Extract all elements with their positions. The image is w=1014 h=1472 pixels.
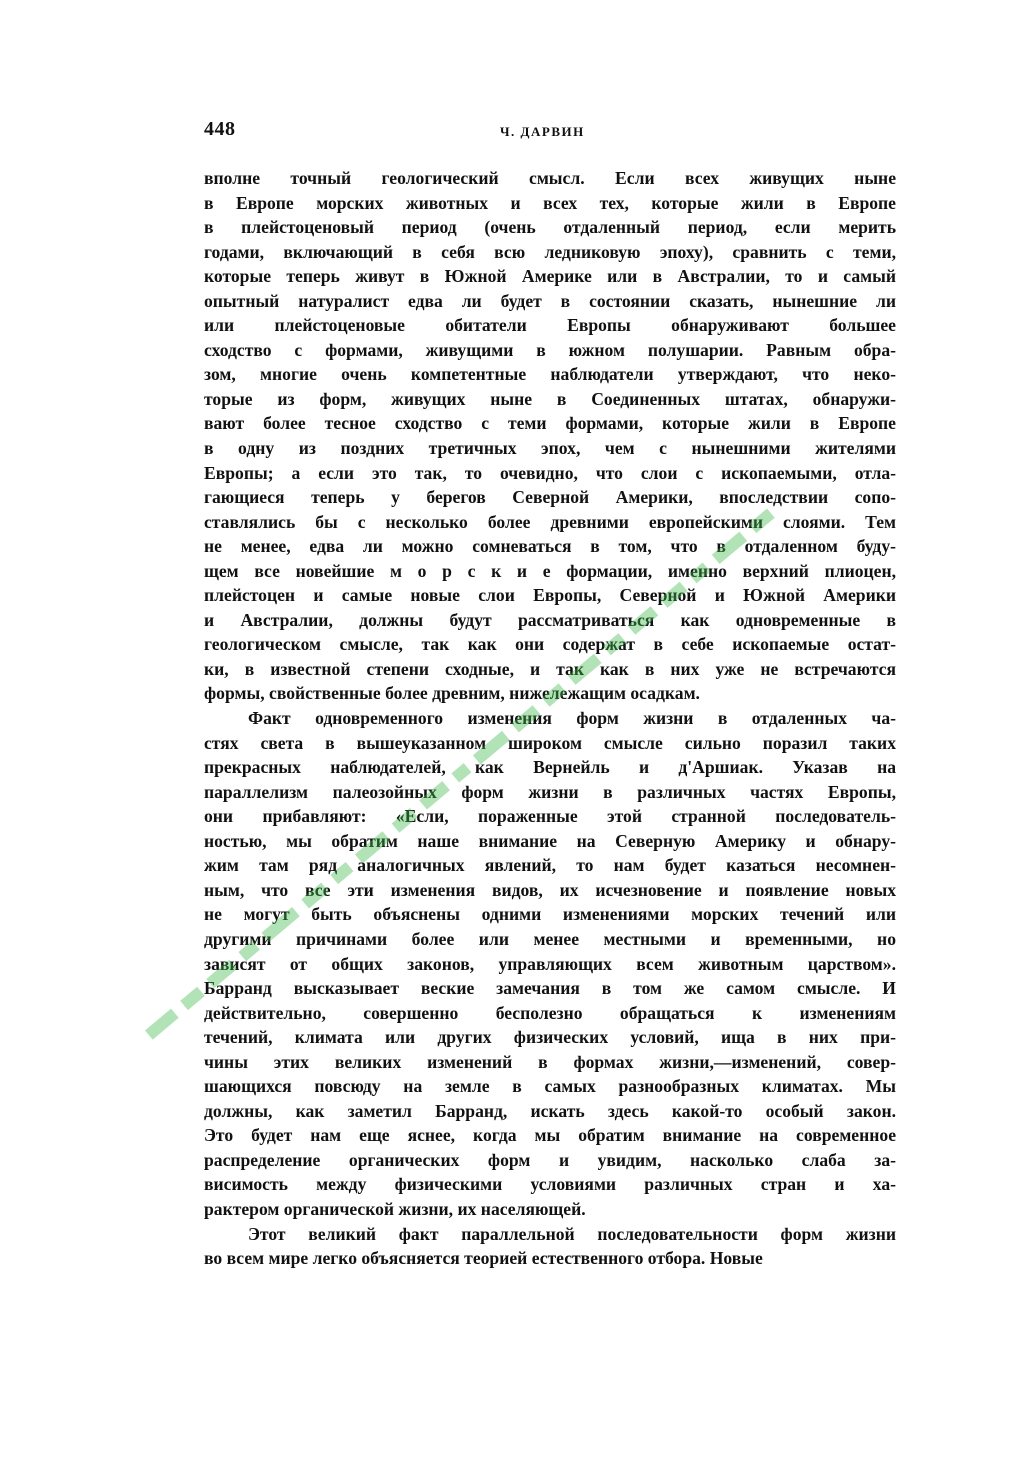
text-line: гающиеся теперь у берегов Северной Америки, впоследствии сопо- [204,487,896,508]
text-line: вают более тесное сходство с теми формами, которые жили в Европе [204,413,896,434]
text-line: зом, многие очень компетентные наблюдатели утверждают, что неко- [204,364,896,385]
text-line: они прибавляют: «Если, пораженные этой странной последователь- [204,806,896,827]
text-line: рактером органической жизни, их населяющей. [204,1198,586,1219]
text-line: течений, климата или других физических условий, ища в них при- [204,1027,896,1048]
text-line: чины этих великих изменений в формах жизни,—изменений, совер- [204,1051,896,1072]
text-line: ным, что все эти изменения видов, их исчезновение и появление новых [204,879,896,900]
body-text [204,166,896,1271]
page-number: 448 [204,118,236,140]
text-line: геологическом смысле, так как они содержат в себе ископаемые остат- [204,634,896,655]
text-line: в одну из поздних третичных эпох, чем с нынешними жителями [204,438,896,459]
text-line: во всем мире легко объясняется теорией естественного отбора. Новые [204,1248,763,1269]
text-line: и Австралии, должны будут рассматриваться как одновременные в [204,609,896,630]
text-line: Барранд высказывает веские замечания в том же самом смысле. И [204,978,896,999]
text-line: плейстоцен и самые новые слои Европы, Северной и Южной Америки [204,585,896,606]
text-line: Европы; а если это так, то очевидно, что слои с ископаемыми, отла- [204,462,896,483]
text-line: годами, включающий в себя всю ледниковую эпоху), сравнить с теми, [204,241,896,262]
text-line: висимость между физическими условиями различных стран и ха- [204,1174,896,1195]
text-line: прекрасных наблюдателей, как Вернейль и д'Аршиак. Указав на [204,757,896,778]
text-line: в Европе морских животных и всех тех, которые жили в Европе [204,192,896,213]
text-line: распределение органических форм и увидим, насколько слаба за- [204,1149,896,1170]
text-line: не менее, едва ли можно сомневаться в том, что в отдаленном буду- [204,536,896,557]
text-line: Этот великий факт параллельной последовательности форм жизни [248,1223,896,1244]
text-line: действительно, совершенно бесполезно обращаться к изменениям [204,1002,896,1023]
text-line: стях света в вышеуказанном широком смысле сильно поразил таких [204,732,896,753]
text-line: опытный натуралист едва ли будет в состоянии сказать, нынешние ли [204,290,896,311]
text-line: шающихся повсюду на земле в самых разнообразных климатах. Мы [204,1076,896,1097]
text-line: или плейстоценовые обитатели Европы обнаруживают большее [204,315,896,336]
text-line: вполне точный геологический смысл. Если всех живущих ныне [204,168,896,188]
text-line: должны, как заметил Барранд, искать здесь какой-то особый закон. [204,1100,896,1121]
text-line: формы, свойственные более древним, нижележащим осадкам. [204,683,700,704]
text-line: не могут быть объяснены одними изменениями морских течений или [204,904,896,925]
text-line: щем все новейшие м о р с к и е формации, именно верхний плиоцен, [204,560,896,581]
watermark-mark [145,1009,179,1040]
text-line: ки, в известной степени сходные, и так как в них уже не встречаются [204,658,896,679]
text-line: параллелизм палеозойных форм жизни в различных частях Европы, [204,781,896,802]
running-head: Ч. ДАРВИН [500,124,585,139]
watermark-mark [180,987,205,1010]
text-line: Факт одновременного изменения форм жизни в отдаленных ча- [248,708,896,729]
page-header [204,118,896,148]
text-line: торые из форм, живущих ныне в Соединенных штатах, обнаружи- [204,388,896,409]
text-line: зависят от общих законов, управляющих всем животным царством». [204,953,896,974]
text-line: ностью, мы обратим наше внимание на Северную Америку и обнару- [204,830,896,851]
text-line: ставлялись бы с несколько более древними европейскими слоями. Тем [204,511,896,532]
text-line: другими причинами более или менее местными и временными, но [204,928,896,949]
text-line: которые теперь живут в Южной Америке или в Австралии, то и самый [204,266,896,287]
text-line: в плейстоценовый период (очень отдаленный период, если мерить [204,217,896,238]
text-line: Это будет нам еще яснее, когда мы обратим внимание на современное [204,1125,896,1146]
text-line: сходство с формами, живущими в южном полушарии. Равным обра- [204,339,896,360]
text-line: жим там ряд аналогичных явлений, то нам будет казаться несомнен- [204,855,896,876]
